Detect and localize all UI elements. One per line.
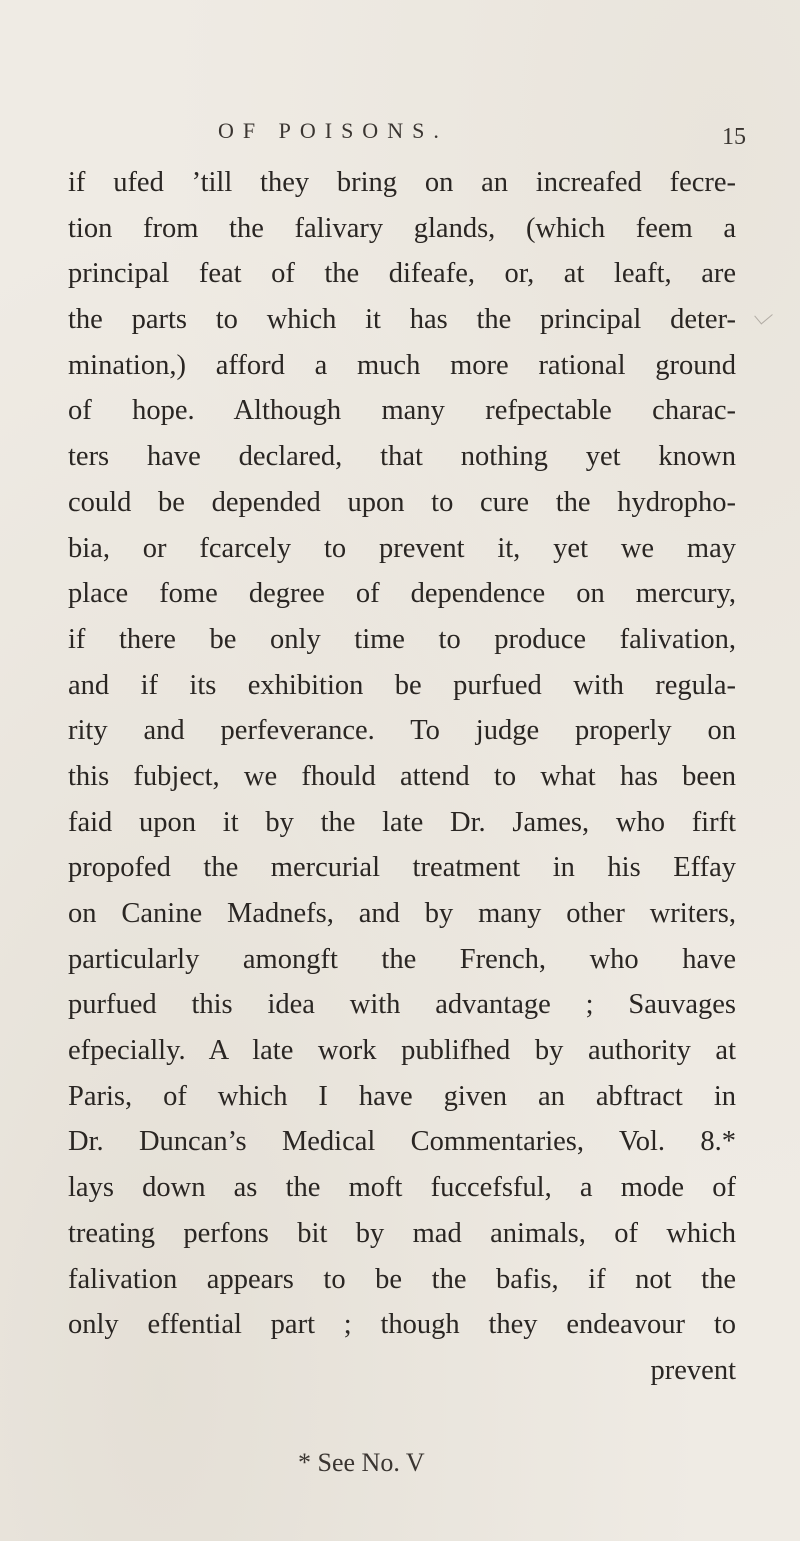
text-line: efpecially. A late work publifhed by authority at [68, 1035, 736, 1067]
text-line: only effential part ; though they endeavour to [68, 1309, 736, 1341]
text-line: treating perfons bit by mad animals, of which [68, 1217, 736, 1249]
text-line: Paris, of which I have given an abftract in [68, 1080, 736, 1112]
text-line: bia, or fcarcely to prevent it, yet we may [68, 532, 736, 564]
text-line: falivation appears to be the bafis, if not the [68, 1263, 736, 1295]
text-line: could be depended upon to cure the hydropho- [68, 486, 736, 518]
text-line: if there be only time to produce falivation, [68, 623, 736, 655]
text-line: of hope. Although many refpectable charac- [68, 395, 736, 427]
text-line: tion from the falivary glands, (which feem a [68, 212, 736, 244]
text-line: mination,) afford a much more rational ground [68, 349, 736, 381]
margin-check-mark-icon [754, 306, 773, 324]
text-line: principal feat of the difeafe, or, at leaft, are [68, 258, 736, 290]
text-line: the parts to which it has the principal deter- [68, 304, 736, 336]
text-line: this fubject, we fhould attend to what has been [68, 760, 736, 792]
page-number: 15 [722, 124, 746, 150]
body-text [68, 160, 736, 1394]
catchword: prevent [650, 1354, 736, 1386]
text-line: lays down as the moft fuccefsful, a mode of [68, 1172, 736, 1204]
text-line: faid upon it by the late Dr. James, who firft [68, 806, 736, 838]
footnote: * See No. V [298, 1448, 425, 1477]
text-line: place fome degree of dependence on mercury, [68, 578, 736, 610]
text-line: and if its exhibition be purfued with regula- [68, 669, 736, 701]
text-line: purfued this idea with advantage ; Sauvages [68, 989, 736, 1021]
text-line: ters have declared, that nothing yet known [68, 441, 736, 473]
text-line: propofed the mercurial treatment in his Effay [68, 852, 736, 884]
text-line: on Canine Madnefs, and by many other writers, [68, 898, 736, 929]
text-line: if ufed ’till they bring on an increafed fecre- [68, 167, 736, 198]
text-line: Dr. Duncan’s Medical Commentaries, Vol. 8.* [68, 1126, 736, 1158]
running-title: OF POISONS. [218, 118, 448, 143]
text-line: rity and perfeverance. To judge properly on [68, 715, 736, 747]
text-line: particularly amongft the French, who have [68, 943, 736, 975]
